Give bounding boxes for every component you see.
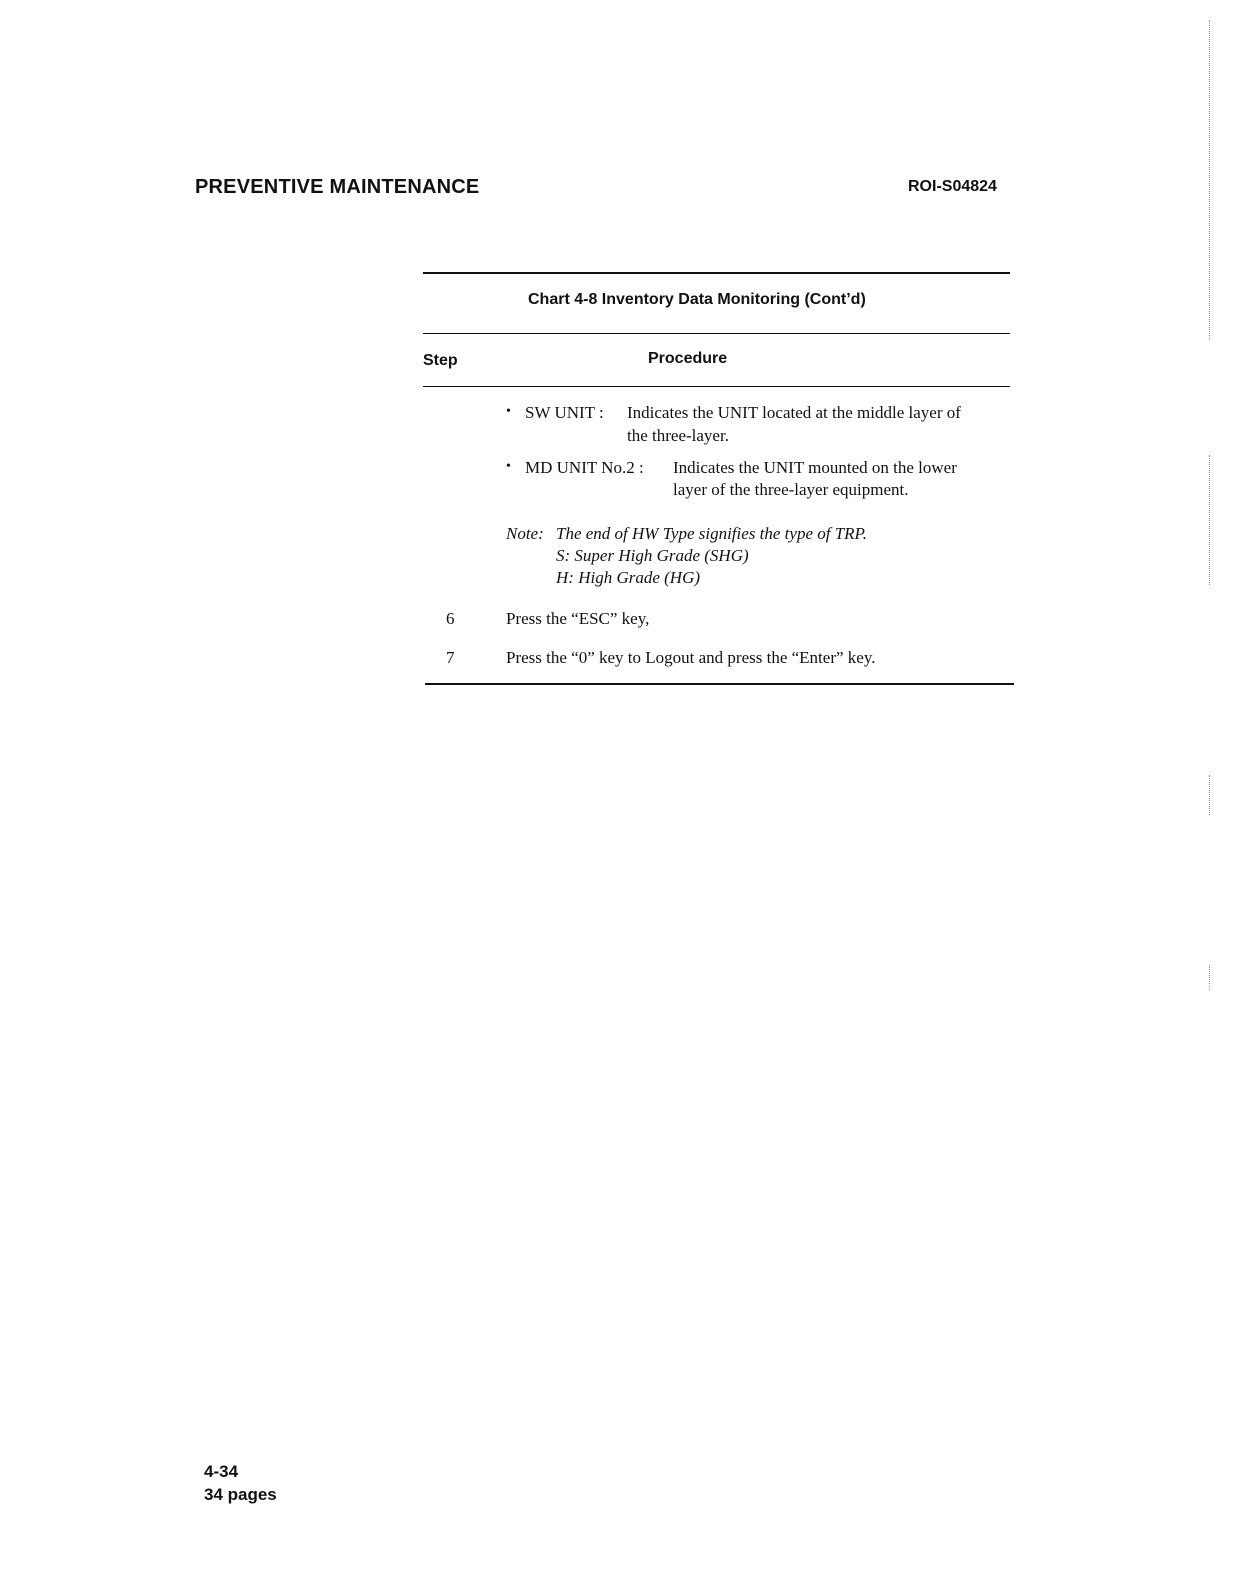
- chart-top-rule: [423, 272, 1010, 274]
- bullet-description-line: the three-layer.: [627, 426, 729, 445]
- scan-artifact: [1209, 965, 1211, 990]
- chart-title: Chart 4-8 Inventory Data Monitoring (Cont’d): [528, 291, 866, 308]
- column-header-step: Step: [423, 352, 458, 369]
- bullet-description-line: layer of the three-layer equipment.: [673, 480, 909, 499]
- column-header-procedure: Procedure: [648, 350, 728, 367]
- note-line: H: High Grade (HG): [556, 568, 701, 587]
- section-title: PREVENTIVE MAINTENANCE: [195, 176, 480, 198]
- step-number: 6: [446, 609, 455, 628]
- note-lead: Note:: [506, 524, 544, 543]
- column-header-rule: [423, 386, 1010, 387]
- chart-bottom-rule: [425, 683, 1014, 685]
- step-number: 7: [446, 648, 455, 667]
- page-count: 34 pages: [204, 1485, 277, 1504]
- bullet-term: SW UNIT :: [525, 403, 604, 422]
- note-line: S: Super High Grade (SHG): [556, 546, 749, 565]
- document-id: ROI-S04824: [908, 178, 997, 195]
- bullet-term: MD UNIT No.2 :: [525, 458, 644, 477]
- scan-artifact: [1209, 20, 1211, 340]
- scan-artifact: [1209, 775, 1211, 815]
- bullet-marker: •: [506, 404, 511, 419]
- step-text: Press the “0” key to Logout and press the “Enter” key.: [506, 648, 876, 667]
- note-line: The end of HW Type signifies the type of TRP.: [556, 524, 867, 543]
- chart-title-rule: [423, 333, 1010, 334]
- bullet-description-line: Indicates the UNIT mounted on the lower: [673, 458, 957, 477]
- page-number: 4-34: [204, 1462, 239, 1481]
- bullet-marker: •: [506, 459, 511, 474]
- step-text: Press the “ESC” key,: [506, 609, 650, 628]
- scan-artifact: [1209, 455, 1211, 585]
- bullet-description-line: Indicates the UNIT located at the middle layer of: [627, 403, 961, 422]
